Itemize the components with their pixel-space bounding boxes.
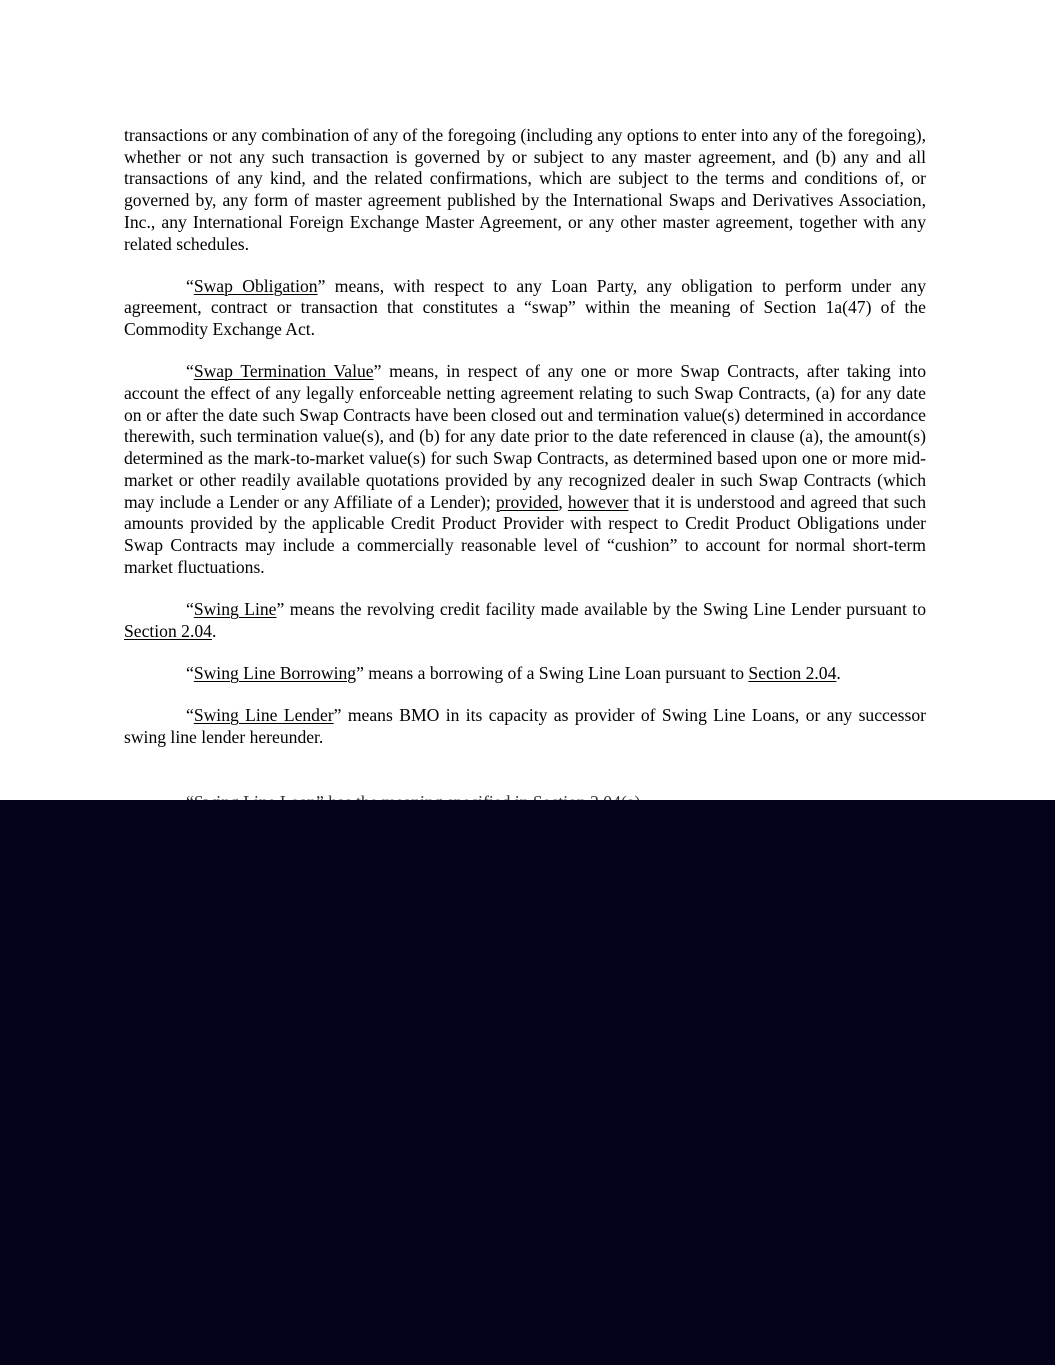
open-quote: “ xyxy=(186,361,194,382)
unrendered-area xyxy=(0,800,1055,1365)
definition-swap-termination-value xyxy=(124,361,926,578)
definition-text-continued: that it is understood and agreed that such amounts provided by the applicable Credit Product Provider with respect to Credit Product Obligations under Swap Contracts may include a commercially reasonable level of “cushion” to account for normal short-term market fluctuations. xyxy=(124,491,927,577)
definition-text: ” means BMO in its capacity as provider of Swing Line Loans, or any successor swing line lender hereunder. xyxy=(124,704,927,747)
defined-term: Swap Obligation xyxy=(193,275,318,296)
paragraph-swap-contract-continuation xyxy=(124,125,926,255)
document-body xyxy=(124,125,926,769)
proviso-however: however xyxy=(567,491,629,512)
definition-swing-line-lender xyxy=(124,705,926,748)
proviso-provided: provided xyxy=(495,491,559,512)
definition-text: ” means a borrowing of a Swing Line Loan pursuant to xyxy=(356,662,749,683)
paragraph-text: transactions or any combination of any of the foregoing (including any options to enter into any of the foregoing), whether or not any such transaction is governed by or subject to any master agreement, and (b) any and all transactions of any kind, and the related confirmations, which are subject to the terms and conditions of, or governed by, any form of master agreement published by the International Swaps and Derivatives Association, Inc., any International Foreign Exchange Master Agreement, or any other master agreement, together with any related schedules. xyxy=(124,125,926,254)
definition-text: ” means, with respect to any Loan Party, any obligation to perform under any agreement, contract or transaction that constitutes a “swap” within the meaning of Section 1a(47) of the Commodity Exchange Act. xyxy=(124,275,927,340)
section-reference: Section 2.04 xyxy=(124,620,212,641)
defined-term: Swap Termination Value xyxy=(193,361,374,382)
defined-term: Swing Line xyxy=(193,598,277,619)
section-reference: Section 2.04 xyxy=(748,662,837,683)
defined-term: Swing Line Lender xyxy=(193,704,334,725)
definition-swing-line xyxy=(124,599,926,642)
definition-text: ” means, in respect of any one or more Swap Contracts, after taking into account the effect of any legally enforceable netting agreement relating to such Swap Contracts, (a) for any date on or after the date such Swap Contracts have been closed out and termination value(s) determined in accordance therewith, such termination value(s), and (b) for any date prior to the date referenced in clause (a), the amount(s) determined as the mark-to-market value(s) for such Swap Contracts, as determined based upon one or more mid-market or other readily available quotations provided by any recognized dealer in such Swap Contracts (which may include a Lender or any Affiliate of a Lender); xyxy=(124,361,926,512)
open-quote: “ xyxy=(186,598,194,619)
defined-term: Swing Line Borrowing xyxy=(193,662,357,683)
open-quote: “ xyxy=(186,275,194,296)
definition-swing-line-borrowing xyxy=(124,663,926,685)
period: . xyxy=(836,662,841,683)
open-quote: “ xyxy=(186,662,194,683)
definition-swap-obligation xyxy=(124,276,926,341)
definition-text: ” means the revolving credit facility made available by the Swing Line Lender pursuant to xyxy=(276,598,926,619)
proviso-comma: , xyxy=(558,491,568,512)
period: . xyxy=(211,620,217,641)
open-quote: “ xyxy=(186,704,194,725)
